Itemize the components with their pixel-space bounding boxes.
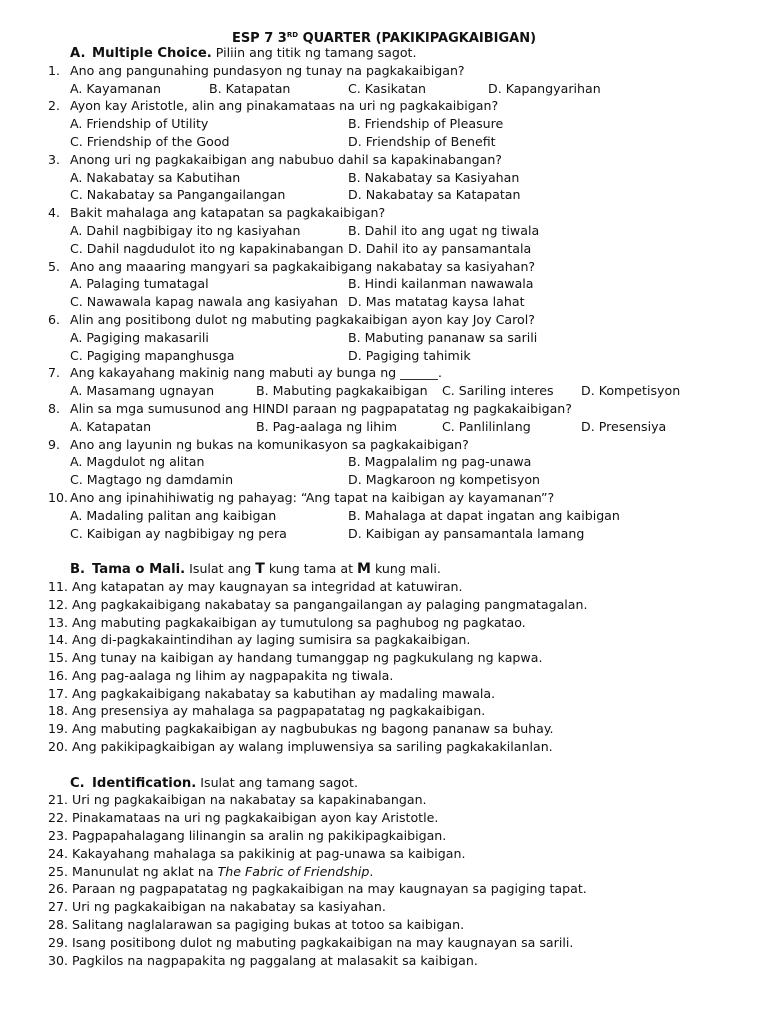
list-item: 26. Paraan ng pagpapatatag ng pagkakaibigan na may kaugnayan sa pagiging tapat. [48,881,587,897]
question-4 [48,204,738,222]
options-row [70,471,760,489]
question-number: 1. [48,62,61,78]
option-b: B. Mabuting pagkakaibigan [256,383,428,399]
options-row [70,525,760,543]
list-item: 16. Ang pag-aalaga ng lihim ay nagpapakita ng tiwala. [48,667,394,683]
option-c: C. Nakabatay sa Pangangailangan [70,187,286,203]
options-row [70,240,760,258]
list-item: 11. Ang katapatan ay may kaugnayan sa integridad at katuwiran. [48,578,463,594]
list-item: 17. Ang pagkakaibigang nakabatay sa kabutihan ay madaling mawala. [48,685,496,701]
multiple-choice-list [48,62,760,543]
options-row [70,169,760,187]
option-a: A. Kayamanan [70,80,161,96]
option-b: B. Hindi kailanman nawawala [348,276,534,292]
section-a-heading: A. Multiple Choice. Piliin ang titik ng tamang sagot. [70,45,417,61]
list-item: 24. Kakayahang mahalaga sa pakikinig at pag-unawa sa kaibigan. [48,845,466,861]
option-b: B. Nakabatay sa Kasiyahan [348,169,520,185]
option-d: D. Kapangyarihan [488,80,601,96]
question-text: Ano ang pangunahing pundasyon ng tunay na pagkakaibigan? [70,62,465,78]
question-8 [48,400,738,418]
list-item: 20. Ang pakikipagkaibigan ay walang impluwensiya sa sariling pagkakakilanlan. [48,739,553,755]
list-item: 14. Ang di-pagkakaintindihan ay laging sumisira sa pagkakaibigan. [48,632,471,648]
option-c: C. Nawawala kapag nawala ang kasiyahan [70,294,339,310]
option-a: A. Friendship of Utility [70,116,209,132]
question-number: 8. [48,400,61,416]
options-row [70,329,760,347]
option-b: B. Magpalalim ng pag-unawa [348,454,532,470]
option-d: D. Dahil ito ay pansamantala [348,240,532,256]
option-b: B. Friendship of Pleasure [348,116,504,132]
question-number: 3. [48,151,61,167]
option-b: B. Katapatan [209,80,291,96]
options-row [70,186,760,204]
option-a: A. Magdulot ng alitan [70,454,205,470]
question-text: Ayon kay Aristotle, alin ang pinakamataas na uri ng pagkakaibigan? [70,98,499,114]
option-d: D. Kaibigan ay pansamantala lamang [348,525,585,541]
option-d: D. Kompetisyon [581,383,681,399]
list-item: 21. Uri ng pagkakaibigan na nakabatay sa kapakinabangan. [48,792,427,808]
option-a: A. Masamang ugnayan [70,383,215,399]
question-6 [48,311,738,329]
identification-list [48,791,738,969]
list-item: 28. Salitang naglalarawan sa pagiging bukas at totoo sa kaibigan. [48,917,465,933]
option-a: A. Pagiging makasarili [70,329,209,345]
question-text: Anong uri ng pagkakaibigan ang nabubuo dahil sa kapakinabangan? [70,151,502,167]
option-c: C. Magtago ng damdamin [70,472,234,488]
list-item: 29. Isang positibong dulot ng mabuting pagkakaibigan na may kaugnayan sa sarili. [48,934,574,950]
option-a: A. Nakabatay sa Kabutihan [70,169,241,185]
page-title: ESP 7 3RD QUARTER (PAKIKIPAGKAIBIGAN) [231,31,537,46]
option-d: D. Presensiya [581,418,667,434]
options-row [70,418,760,436]
option-c: C. Pagiging mapanghusga [70,347,235,363]
option-c: C. Kaibigan ay nagbibigay ng pera [70,525,287,541]
option-c: C. Kasikatan [348,80,427,96]
option-d: D. Magkaroon ng kompetisyon [348,472,541,488]
question-text: Ano ang layunin ng bukas na komunikasyon sa pagkakaibigan? [70,436,469,452]
question-text: Alin sa mga sumusunod ang HINDI paraan ng pagpapatatag ng pagkakaibigan? [70,400,572,416]
options-row [70,222,760,240]
option-a: A. Madaling palitan ang kaibigan [70,507,277,523]
question-9 [48,436,738,454]
options-row [70,80,760,98]
question-1 [48,62,738,80]
question-number: 2. [48,98,61,114]
option-d: D. Mas matatag kaysa lahat [348,294,525,310]
question-3 [48,151,738,169]
question-number: 7. [48,365,61,381]
option-d: D. Pagiging tahimik [348,347,471,363]
list-item: 22. Pinakamataas na uri ng pagkakaibigan ayon kay Aristotle. [48,810,439,826]
option-d: D. Friendship of Benefit [348,133,496,149]
list-item: 13. Ang mabuting pagkakaibigan ay tumutulong sa paghubog ng pagkatao. [48,614,526,630]
option-b: B. Pag-aalaga ng lihim [256,418,398,434]
list-item: 18. Ang presensiya ay mahalaga sa pagpapatatag ng pagkakaibigan. [48,703,486,719]
option-b: B. Mabuting pananaw sa sarili [348,329,538,345]
options-row [70,507,760,525]
list-item: 25. Manunulat ng aklat na The Fabric of Friendship. [48,863,374,879]
question-7 [48,364,738,382]
option-c: C. Dahil nagdudulot ito ng kapakinabangan [70,240,344,256]
question-number: 6. [48,311,61,327]
list-item: 19. Ang mabuting pagkakaibigan ay nagbubukas ng bagong pananaw sa buhay. [48,721,554,737]
option-b: B. Mahalaga at dapat ingatan ang kaibigan [348,507,620,523]
question-number: 9. [48,436,61,452]
true-false-list [48,578,738,756]
list-item: 30. Pagkilos na nagpapakita ng paggalang at malasakit sa kaibigan. [48,952,478,968]
list-item: 23. Pagpapahalagang lilinangin sa aralin ng pakikipagkaibigan. [48,828,447,844]
options-row [70,382,760,400]
question-number: 4. [48,205,61,221]
question-2 [48,97,738,115]
options-row [70,347,760,365]
options-row [70,115,760,133]
list-item: 15. Ang tunay na kaibigan ay handang tumanggap ng pagkukulang ng kapwa. [48,650,543,666]
option-c: C. Friendship of the Good [70,133,230,149]
question-text: Ano ang maaaring mangyari sa pagkakaibigang nakabatay sa kasiyahan? [70,258,536,274]
option-d: D. Nakabatay sa Katapatan [348,187,521,203]
worksheet-content [48,44,760,969]
options-row [70,133,760,151]
question-10 [48,489,738,507]
option-a: A. Katapatan [70,418,152,434]
question-text: Ang kakayahang makinig nang mabuti ay bunga ng ______. [70,365,442,381]
question-text: Ano ang ipinahihiwatig ng pahayag: “Ang tapat na kaibigan ay kayamanan”? [70,489,555,505]
question-text: Alin ang positibong dulot ng mabuting pagkakaibigan ayon kay Joy Carol? [70,311,535,327]
option-b: B. Dahil ito ang ugat ng tiwala [348,222,540,238]
section-b-heading: B. Tama o Mali. Isulat ang T kung tama at M kung mali. [70,561,441,578]
options-row [70,293,760,311]
section-c-heading: C. Identification. Isulat ang tamang sagot. [70,774,358,791]
options-row [70,275,760,293]
option-c: C. Sariling interes [442,383,554,399]
question-5 [48,258,738,276]
question-number: 10. [48,489,69,505]
list-item: 12. Ang pagkakaibigang nakabatay sa pangangailangan ay palaging pangmatagalan. [48,596,588,612]
question-text: Bakit mahalaga ang katapatan sa pagkakaibigan? [70,205,386,221]
option-c: C. Panlilinlang [442,418,531,434]
option-a: A. Palaging tumatagal [70,276,209,292]
option-a: A. Dahil nagbibigay ito ng kasiyahan [70,222,301,238]
options-row [70,453,760,471]
list-item: 27. Uri ng pagkakaibigan na nakabatay sa kasiyahan. [48,899,386,915]
question-number: 5. [48,258,61,274]
